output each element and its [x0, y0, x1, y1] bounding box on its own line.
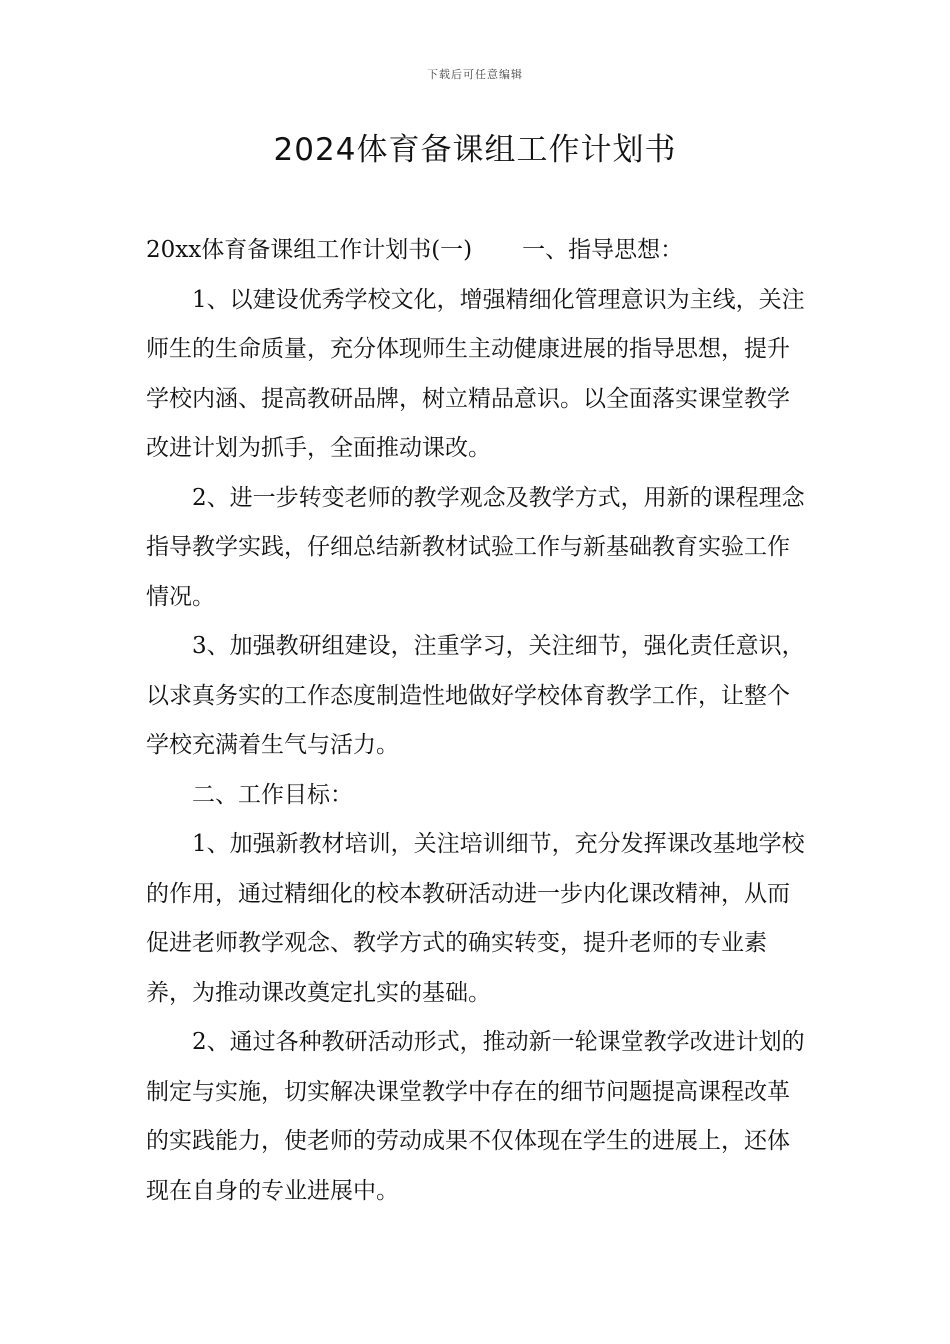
section-heading-work-goals: 二、工作目标：	[192, 781, 353, 808]
document-title: 2024体育备课组工作计划书	[273, 132, 677, 168]
paragraph-guiding-2: 2、进一步转变老师的教学观念及教学方式，用新的课程理念指导教学实践，仔细总结新教材试验工作与新基础教育实验工作情况。	[146, 484, 805, 610]
document-body	[146, 226, 808, 1216]
document-subtitle: 20xx体育备课组工作计划书(一)	[146, 237, 473, 263]
section-heading-guiding-ideology: 一、指导思想：	[522, 237, 684, 263]
paragraph-goal-2: 2、通过各种教研活动形式，推动新一轮课堂教学改进计划的制定与实施，切实解决课堂教学中存在的细节问题提高课程改革的实践能力，使老师的劳动成果不仅体现在学生的进展上，还体现在自身的专业进展中。	[146, 1029, 805, 1204]
paragraph-guiding-3: 3、加强教研组建设，注重学习，关注细节，强化责任意识，以求真务实的工作态度制造性地做好学校体育教学工作，让整个学校充满着生气与活力。	[146, 633, 805, 758]
page-header-note: 下载后可任意编辑	[427, 68, 523, 81]
paragraph-guiding-1: 1、以建设优秀学校文化，增强精细化管理意识为主线，关注师生的生命质量，充分体现师生主动健康进展的指导思想，提升学校内涵、提高教研品牌，树立精品意识。以全面落实课堂教学改进计划为抓手，全面推动课改。	[146, 286, 805, 461]
intro-line	[146, 226, 808, 276]
paragraph-goal-1: 1、加强新教材培训，关注培训细节，充分发挥课改基地学校的作用，通过精细化的校本教研活动进一步内化课改精神，从而促进老师教学观念、教学方式的确实转变，提升老师的专业素养，为推动课改奠定扎实的基础。	[146, 831, 805, 1006]
